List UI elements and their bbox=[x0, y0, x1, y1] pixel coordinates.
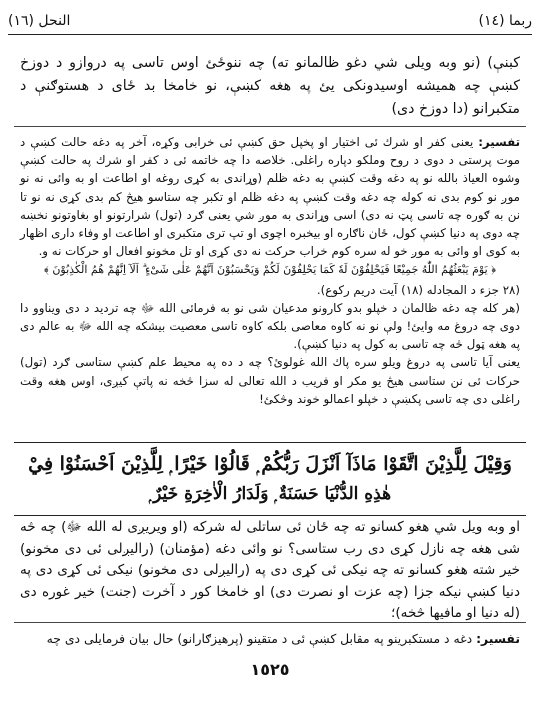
verse-translation-text: كبنې) (نو وبه ويلى شي دغو ظالمانو ته) چه ننوځئ اوس تاسى په دروازو د دوزخ كښې چه هميشه اوسيدونكى يئ په هغه كښې، نو خامخا بد ځاى د هستوګنې د متكبرانو (دا دوزخ دى) bbox=[20, 55, 520, 117]
verse-translation bbox=[20, 52, 520, 121]
divider bbox=[14, 126, 526, 127]
tafsir-reference: (٢٨ جزء د المجادله (١٨) آيت دريم ركوع). bbox=[316, 282, 520, 297]
quran-inline-quote: ﴿ يَوْمَ يَبْعَثُهُمُ اللّٰهُ جَمِيْعًا فَيَحْلِفُوْنَ لَهٗ كَمَا يَحْلِفُوْنَ لَكُمْ وَيَحْسَبُوْنَ اَنَّهُمْ عَلٰى شَىْءٍ ۗ اَلَآ اِنَّهُمْ هُمُ الْكٰذِبُوْنَ ﴾ bbox=[43, 263, 497, 277]
tafsir-paragraph: يعنى آيا تاسى په دروغ ويلو سره پاك الله غولوئ؟ چه د ده په محيط علم كښې ستاسى ګرد (تول) حركات ئى نن ستاسى هيڅ يو مكر او فريب د الله تعالى له سزا څخه نه پاتې كيږى، اوس هغه وقت راغلى دى چه تاسى پكښې د خپلو اعمالو خوند وڅكئ! bbox=[20, 355, 520, 406]
tafsir-label: تفسير: bbox=[478, 135, 521, 149]
tafsir-section bbox=[20, 133, 520, 408]
page-number: ١٥٢٥ bbox=[250, 660, 290, 679]
tafsir-paragraph: (هر كله چه دغه ظالمان د خپلو بدو كارونو مدعيان شى نو به فرمائى الله ﷻ چه تردید د دى ويناوو دا دوى چه دروغ مه وايئ! ولې نو نه كاوه معاصى بلكه كاوه تاسى معصيت بيشكه چه الله ﷻ به عالم دى په هغه ټول څه چه تاسى به كول په دنيا كښې). bbox=[20, 300, 520, 352]
divider bbox=[14, 622, 526, 623]
tafsir-paragraph: دغه د مستكبرينو په مقابل كښې ئى د متقينو (پرهيزګارانو) حال بيان فرمايلى دى چه bbox=[46, 631, 473, 646]
page-header bbox=[8, 8, 532, 35]
tafsir-label: تفسير: bbox=[476, 631, 520, 646]
quran-ayah-line: وَقِيْلَ لِلَّذِيْنَ اتَّقَوْا مَاذَآ اَنْزَلَ رَبُّكُمْ ۭ قَالُوْا خَيْرًا ۭ لِلَّذِيْنَ اَحْسَنُوْا فِيْ bbox=[28, 453, 512, 475]
ayah-translation-text: او وبه ويل شي هغو كسانو ته چه ځان ئى ساتلى له شركه (او ويريږى له الله ﷻ) چه څه شى هغه چه نازل كړى دى رب ستاسى؟ نو وائى دغه (مؤمنان) (راليږلى ئى دى مخونو) خير شته هغو كسانو ته چه نيكى ئى كړى دى په (رالیږلی دی مخونو) نيكى ئى كړى دى په دنيا كښې نيكه جزا (چه عزت او نصرت دى) او خامخا كور د آخرت (جنت) خير غوره دى (له دنيا او مافيها څخه)؛ bbox=[20, 519, 520, 621]
tafsir-paragraph: يعنى كفر او شرك ئى اختيار او پخپل حق كښې ئى خرابى وكړه، آخر په دغه حالت كښې د موت پرستى د دوى د روح وملكو دپاره راغلى. خلاصه دا چه خاتمه ئى د كفر او شرك په حالت كښې وشوه العياذ بالله نو په دغه وقت كښې به دغه ظلم (وړاندى به كړى روغه او اطاعت او به وائى نه نو موږ نو كوم بدى نه كوله چه دغه وقت كښې په دغه ظلم او تكبر چه ستاسو هيڅ كم بدى كړى نه نو تا نن به ګوره چه تاسى پټ نه دى) اسى وړاندى به موږ شي يعنى ګرد (تول) شرارتونو او بغاوتونو نخښه چه دوى په دنيا كښې كول، ځان ناګاره او بيخبره اچوى او تپ ترى متكبرى او اطاعت او وفاء دارى اظهار به كوى او وائى به موږ خو له سره كوم خراب حركت نه دى كړى او تل مخونو افعال او حركات نه و. bbox=[20, 135, 520, 259]
ayah-translation bbox=[20, 517, 520, 625]
quran-ayah-line: هٰذِهِ الدُّنْيَا حَسَنَةٌ ۭ وَلَدَارُ الْاٰخِرَةِ خَيْرٌ ۭ bbox=[148, 484, 392, 504]
quran-ayah-box bbox=[14, 442, 526, 516]
tafsir-section bbox=[20, 629, 520, 649]
header-juz-label: ربما (١٤) bbox=[478, 13, 532, 29]
header-surah-label: النحل (١٦) bbox=[8, 13, 71, 29]
